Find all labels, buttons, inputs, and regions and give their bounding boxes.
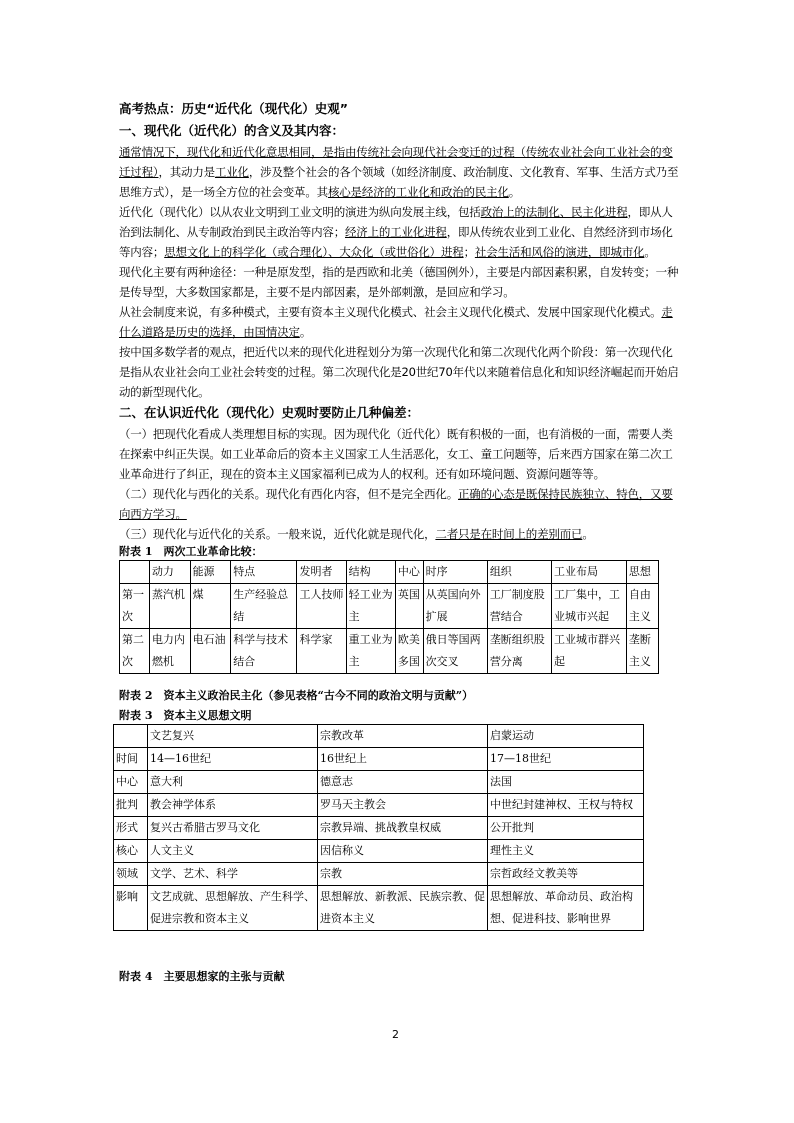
table3-cell: 文学、艺术、科学 (148, 863, 318, 886)
table1-header-cell: 时序 (423, 561, 487, 584)
table3-cell: 意大利 (148, 771, 318, 794)
table1-header-cell (120, 561, 150, 584)
table1-cell: 垄断组织股营分离 (487, 629, 551, 674)
text-run: （二）现代化与西化的关系。现代化有西化内容，但不是完全西化。 (119, 487, 458, 501)
table1-cell: 工人技师 (297, 584, 346, 629)
table1-cell: 重工业为主 (346, 629, 395, 674)
text-run: 。 (644, 245, 656, 259)
text-run: 近代化（现代化）以从农业文明到工业文明的演进为纵向发展主线，包括 (119, 205, 481, 219)
table1-header-cell: 组织 (487, 561, 551, 584)
table1-row (120, 584, 659, 629)
table3-cell: 教会神学体系 (148, 794, 318, 817)
table3-cell: 公开批判 (488, 817, 644, 840)
table3-cell: 中世纪封建神权、王权与特权 (488, 794, 644, 817)
table1-header-cell: 中心 (395, 561, 423, 584)
underlined-text: 核心是经济的工业化和政治的民主化 (327, 185, 509, 199)
table3-cell: 批判 (114, 794, 148, 817)
table3-cell: 法国 (488, 771, 644, 794)
table1-cell: 俄日等国两次交叉 (423, 629, 487, 674)
table3-cell: 宗教 (318, 863, 488, 886)
table1-cell: 轻工业为主 (346, 584, 395, 629)
underlined-text: 社会生活和风俗的演进，即城市化 (474, 245, 645, 259)
table3-cell: 影响 (114, 886, 148, 931)
table1-cell: 科学家 (297, 629, 346, 674)
underlined-text: 通常情况下，现代化和近代化意思相同，是指由传统社会向现代社会变迁的过程（传统农业社会向工业社会的变迁过程） (119, 145, 673, 179)
section1-paragraph-5 (119, 342, 679, 402)
section1-paragraph-1 (119, 142, 679, 202)
industrial-revolution-table (119, 560, 659, 674)
table1-header-row (120, 561, 659, 584)
table3-cell: 文艺成就、思想解放、产生科学、促进宗教和资本主义 (148, 886, 318, 931)
table3-cell: 17—18世纪 (488, 748, 644, 771)
table1-header-cell: 发明者 (297, 561, 346, 584)
table3-cell: 人文主义 (148, 840, 318, 863)
table1-header-cell: 思想 (626, 561, 658, 584)
table3-row (114, 886, 644, 931)
table3-header-cell: 启蒙运动 (488, 725, 644, 748)
text-run: 从社会制度来说，有多种模式，主要有资本主义现代化模式、社会主义现代化模式、发展中国家现代化模式。 (119, 305, 662, 319)
table1-cell: 工业城市群兴起 (551, 629, 626, 674)
table1-cell: 工厂集中，工业城市兴起 (551, 584, 626, 629)
section2-paragraph-1 (119, 424, 679, 484)
text-run: ，即从人治到法制化、从专制政治到民主政治等内容； (119, 205, 673, 239)
table3-cell: 核心 (114, 840, 148, 863)
table3-cell: 中心 (114, 771, 148, 794)
text-run: ； (463, 245, 475, 259)
table3-row (114, 794, 644, 817)
underlined-text: 走什么道路是历史的选择，由国情决定 (119, 305, 673, 339)
section1-paragraph-2 (119, 202, 679, 262)
table1-header-cell: 动力 (149, 561, 190, 584)
table1-cell: 电石油 (190, 629, 231, 674)
table3-cell: 德意志 (318, 771, 488, 794)
table3-cell: 形式 (114, 817, 148, 840)
table3-header-cell: 宗教改革 (318, 725, 488, 748)
document-content (116, 98, 679, 985)
capitalist-thought-table (113, 724, 644, 931)
table3-cell: 罗马天主教会 (318, 794, 488, 817)
table3-cell: 16世纪上 (318, 748, 488, 771)
table1-cell: 英国 (395, 584, 423, 629)
table3-row (114, 748, 644, 771)
underlined-text: 工业化 (214, 165, 249, 179)
section1-heading: 一、现代化（近代化）的含义及其内容： (119, 123, 345, 138)
underlined-text: 二者只是在时间上的差别而已 (435, 527, 583, 541)
table3-row (114, 863, 644, 886)
table1-header-cell: 能源 (190, 561, 231, 584)
document-title: 高考热点：历史“近代化（现代化）史观” (119, 101, 348, 116)
text-run: （一）把现代化看成人类理想目标的实现。因为现代化（近代化）既有积极的一面，也有消极的一面，需要人类在探索中纠正失误。如工业革命后的资本主义国家工人生活恶化，女工、童工问题等，后来西方国家在第二次工业革命进行了纠正，现在的资本主义国家福利已成为人的权利。还有如环境问题、资源问题等等。 (119, 427, 673, 481)
table1-label: 附表 1 两次工业革命比较： (119, 545, 263, 558)
table1-cell: 第一次 (120, 584, 150, 629)
text-run: 按中国多数学者的观点，把近代以来的现代化进程划分为第一次现代化和第二次现代化两个阶段：第一次现代化是指从农业社会向工业社会转变的过程。第二次现代化是20世纪70年代以来随着信息化和知识经济崛起而开始启动的新型现代化。 (119, 345, 679, 399)
table1-cell: 欧美多国 (395, 629, 423, 674)
text-run: 。 (582, 527, 594, 541)
page-number: 2 (392, 1028, 399, 1041)
text-run: ，即从传统农业到工业化、自然经济到市场化等内容； (119, 225, 673, 259)
underlined-text: 政治上的法制化、民主化进程 (480, 205, 628, 219)
table3-header-cell: 文艺复兴 (148, 725, 318, 748)
table3-label: 附表 3 资本主义思想文明 (119, 709, 252, 722)
underlined-text: 经济上的工业化进程 (345, 225, 447, 239)
table1-cell: 垄断主义 (626, 629, 658, 674)
table1-cell: 工厂制度股营结合 (487, 584, 551, 629)
table3-cell: 领域 (114, 863, 148, 886)
table3-row (114, 771, 644, 794)
table4-label: 附表 4 主要思想家的主张与贡献 (119, 970, 285, 983)
table1-cell: 从英国向外扩展 (423, 584, 487, 629)
table1-cell: 自由主义 (626, 584, 658, 629)
table3-cell: 宗哲政经文教美等 (488, 863, 644, 886)
table3-cell: 因信称义 (318, 840, 488, 863)
table3-header-cell (114, 725, 148, 748)
table1-cell: 蒸汽机 (149, 584, 190, 629)
section2-heading: 二、在认识近代化（现代化）史观时要防止几种偏差： (119, 405, 420, 420)
table2-label: 附表 2 资本主义政治民主化（参见表格“古今不同的政治文明与贡献”） (119, 689, 474, 702)
section1-paragraph-3 (119, 262, 679, 302)
underlined-text: 思想文化上的科学化（或合理化）、大众化（或世俗化）进程 (164, 245, 464, 259)
table1-header-cell: 特点 (231, 561, 297, 584)
table3-cell: 思想解放、新教派、民族宗教、促进资本主义 (318, 886, 488, 931)
text-run: 现代化主要有两种途径：一种是原发型，指的是西欧和北美（德国例外），主要是内部因素积累，自发转变；一种是传导型，大多数国家都是，主要不是内部因素，是外部刺激，是回应和学习。 (119, 265, 679, 299)
table3-cell: 14—16世纪 (148, 748, 318, 771)
table3-cell: 思想解放、革命动员、政治构想、促进科技、影响世界 (488, 886, 644, 931)
text-run: ，其动力是 (158, 165, 215, 179)
table3-cell: 宗教异端、挑战教皇权威 (318, 817, 488, 840)
section1-paragraph-4 (119, 302, 679, 342)
table3-cell: 时间 (114, 748, 148, 771)
table3-row (114, 840, 644, 863)
table3-cell: 理性主义 (488, 840, 644, 863)
section2-paragraph-3 (119, 524, 679, 544)
underlined-text: 正确的心态是既保持民族独立、特色，又要向西方学习。 (119, 487, 673, 521)
table1-cell: 科学与技术结合 (231, 629, 297, 674)
table1-header-cell: 结构 (346, 561, 395, 584)
table1-cell: 第二次 (120, 629, 150, 674)
table1-cell: 煤 (190, 584, 231, 629)
text-run: 。 (299, 325, 312, 339)
text-run: 。 (508, 185, 521, 199)
table1-cell: 生产经验总结 (231, 584, 297, 629)
table1-row (120, 629, 659, 674)
table3-cell: 复兴古希腊古罗马文化 (148, 817, 318, 840)
table1-cell: 电力内燃机 (149, 629, 190, 674)
table3-row (114, 817, 644, 840)
text-run: （三）现代化与近代化的关系。一般来说，近代化就是现代化， (119, 527, 436, 541)
table3-header-row (114, 725, 644, 748)
table1-header-cell: 工业布局 (551, 561, 626, 584)
text-run: ，涉及整个社会的各个领域（如经济制度、政治制度、文化教育、军事、生活方式乃至思维方式），是一场全方位的社会变革。其 (119, 165, 679, 199)
section2-paragraph-2 (119, 484, 679, 524)
